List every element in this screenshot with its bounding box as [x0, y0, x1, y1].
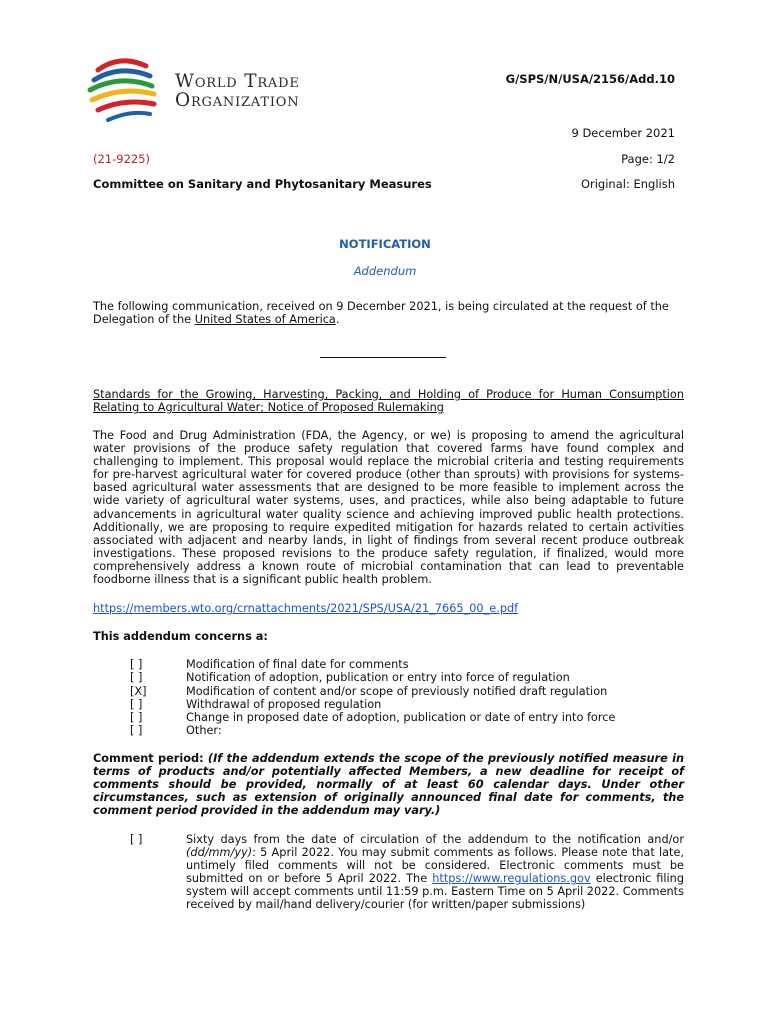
- comment-text-1: Sixty days from the date of circulation of the addendum to the notification and/or: [186, 833, 684, 846]
- checklist-item: [130, 724, 615, 737]
- checklist-item: [130, 685, 615, 698]
- checklist-item: [130, 698, 615, 711]
- page-number: Page: 1/2: [621, 152, 675, 166]
- org-name-line2: Organization: [175, 90, 300, 111]
- checkbox-marker: [ ]: [130, 697, 143, 711]
- document-date: 9 December 2021: [571, 126, 675, 140]
- checklist-label: Modification of final date for comments: [186, 658, 409, 671]
- checklist-label: Modification of content and/or scope of previously notified draft regulation: [186, 684, 608, 698]
- intro-text-after: .: [335, 313, 340, 327]
- wto-logo-icon: [84, 56, 164, 128]
- checklist-item: [130, 711, 615, 724]
- checklist-label: Other:: [186, 724, 222, 738]
- concerns-checklist: [130, 658, 615, 738]
- intro-text-before: The following communication, received on 9 December 2021, is being circulated at the request of the Delegation of the: [93, 300, 669, 327]
- comment-period-label: Comment period:: [93, 752, 208, 765]
- comment-period-text: [186, 833, 684, 912]
- checkbox-marker: [ ]: [130, 658, 143, 671]
- intro-paragraph: [93, 300, 683, 326]
- country-name: United States of America: [194, 313, 336, 327]
- document-symbol: G/SPS/N/USA/2156/Add.10: [505, 72, 675, 86]
- checkbox-marker: [ ]: [130, 671, 143, 685]
- addendum-subtitle: Addendum: [353, 264, 417, 278]
- checklist-label: Change in proposed date of adoption, publication or date of entry into force: [186, 711, 616, 725]
- original-language: Original: English: [580, 177, 675, 191]
- checklist-item: [130, 671, 615, 684]
- checkbox-marker: [ ]: [130, 724, 143, 738]
- comment-text-3: electronic filing system will accept comments until 11:59 p.m. Eastern Time on 5 April 2022. Comments received by mail/hand delivery/courier (for written/paper submissions): [186, 872, 684, 912]
- checklist-item: [130, 658, 615, 671]
- subject-title: Standards for the Growing, Harvesting, Packing, and Holding of Produce for Human Consumption Relating to Agricultural Water; Notice of Proposed Rulemaking: [93, 388, 684, 415]
- attachment-link[interactable]: https://members.wto.org/crnattachments/2021/SPS/USA/21_7665_00_e.pdf: [93, 602, 519, 615]
- comment-period-heading: [93, 752, 684, 817]
- regulations-link[interactable]: https://www.regulations.gov: [432, 872, 591, 886]
- document-reference: (21-9225): [93, 152, 151, 166]
- comment-date-format: (dd/mm/yy): [186, 846, 253, 860]
- checklist-label: Notification of adoption, publication or entry into force of regulation: [186, 671, 570, 685]
- notification-title: NOTIFICATION: [339, 237, 431, 251]
- comment-checkbox: [ ]: [130, 833, 143, 846]
- checkbox-marker: [X]: [130, 684, 147, 698]
- separator-line: [320, 357, 446, 358]
- document-link[interactable]: [93, 602, 518, 615]
- concerns-heading: This addendum concerns a:: [93, 630, 268, 643]
- comment-text-2: : 5 April 2022. You may submit comments as follows. Please note that late, untimely filed comments will not be considered. Electronic comments must be submitted on or before 5 April 2022. The: [186, 846, 684, 886]
- checklist-label: Withdrawal of proposed regulation: [186, 697, 382, 711]
- org-name-line1: World Trade: [175, 71, 300, 92]
- description-paragraph: The Food and Drug Administration (FDA, the Agency, or we) is proposing to amend the agricultural water provisions of the produce safety regulation that covered farms have found complex and challenging to implement. This proposal would replace the microbial criteria and testing requirements for pre-harvest agricultural water for covered produce (other than sprouts) with provisions for systems-based agricultural water assessments that are designed to be more feasible to implement across the wide variety of agricultural water systems, uses, and practices, while also being adaptable to future advancements in agricultural water quality science and achieving improved public health protections. Additionally, we are proposing to require expedited mitigation for hazards related to certain activities associated with adjacent and nearby lands, in light of findings from several recent produce outbreak investigations. These proposed revisions to the produce safety regulation, if finalized, would more comprehensively address a known route of microbial contamination that can lead to preventable foodborne illness that is a significant public health problem.: [93, 429, 684, 587]
- checkbox-marker: [ ]: [130, 711, 143, 725]
- comment-period-instruction: (If the addendum extends the scope of the previously notified measure in terms of products and/or potentially affected Members, a new deadline for receipt of comments should be provided, normally of at least 60 calendar days. Under other circumstances, such as extension of originally announced final date for comments, the comment period provided in the addendum may vary.): [93, 752, 685, 818]
- organization-name: [175, 72, 300, 110]
- committee-name: Committee on Sanitary and Phytosanitary Measures: [93, 177, 432, 191]
